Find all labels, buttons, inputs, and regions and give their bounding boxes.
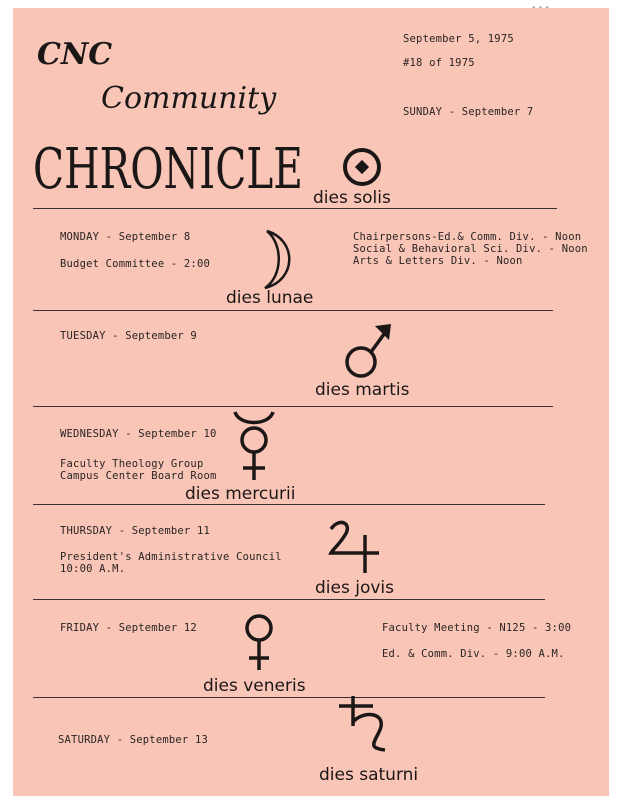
latin-thursday: dies jovis [315, 578, 394, 598]
friday-right-event-1: Faculty Meeting - N125 - 3:00 [382, 622, 572, 634]
sun-icon [339, 144, 385, 190]
tuesday-heading: TUESDAY - September 9 [60, 330, 197, 342]
issue-date: September 5, 1975 [403, 33, 514, 45]
latin-friday: dies veneris [203, 676, 306, 696]
masthead-community: Community [101, 81, 277, 116]
masthead-org: CNC [37, 37, 113, 72]
thursday-event-2: 10:00 A.M. [60, 563, 126, 575]
jupiter-icon [325, 515, 385, 575]
saturn-icon [333, 692, 397, 754]
monday-event: Budget Committee - 2:00 [60, 258, 210, 270]
issue-number: #18 of 1975 [403, 57, 475, 69]
wednesday-event-1: Faculty Theology Group [60, 458, 204, 470]
wednesday-heading: WEDNESDAY - September 10 [60, 428, 217, 440]
venus-icon [239, 612, 279, 674]
divider [33, 208, 557, 209]
monday-right-event-1: Chairpersons-Ed.& Comm. Div. - Noon [353, 231, 582, 243]
mercury-icon [229, 408, 279, 484]
divider [33, 599, 545, 600]
masthead [13, 8, 333, 208]
latin-sunday: dies solis [313, 188, 391, 208]
monday-right-event-3: Arts & Letters Div. - Noon [353, 255, 523, 267]
corner-mark: - - - [531, 2, 549, 13]
divider [33, 310, 553, 311]
latin-wednesday: dies mercurii [185, 484, 296, 504]
saturday-heading: SATURDAY - September 13 [58, 734, 208, 746]
wednesday-event-2: Campus Center Board Room [60, 470, 217, 482]
masthead-chronicle: CHRONICLE [33, 137, 303, 202]
divider [33, 697, 545, 698]
friday-right-event-2: Ed. & Comm. Div. - 9:00 A.M. [382, 648, 565, 660]
friday-heading: FRIDAY - September 12 [60, 622, 197, 634]
newsletter-page [13, 2, 609, 796]
latin-tuesday: dies martis [315, 380, 410, 400]
divider [33, 406, 553, 407]
monday-heading: MONDAY - September 8 [60, 231, 191, 243]
latin-saturday: dies saturni [319, 765, 419, 785]
moon-icon [257, 228, 291, 290]
thursday-event-1: President's Administrative Council [60, 551, 282, 563]
mars-icon [341, 320, 395, 382]
latin-monday: dies lunae [226, 288, 314, 308]
monday-right-event-2: Social & Behavioral Sci. Div. - Noon [353, 243, 588, 255]
divider [33, 504, 545, 505]
sunday-heading: SUNDAY - September 7 [403, 106, 534, 118]
thursday-heading: THURSDAY - September 11 [60, 525, 210, 537]
